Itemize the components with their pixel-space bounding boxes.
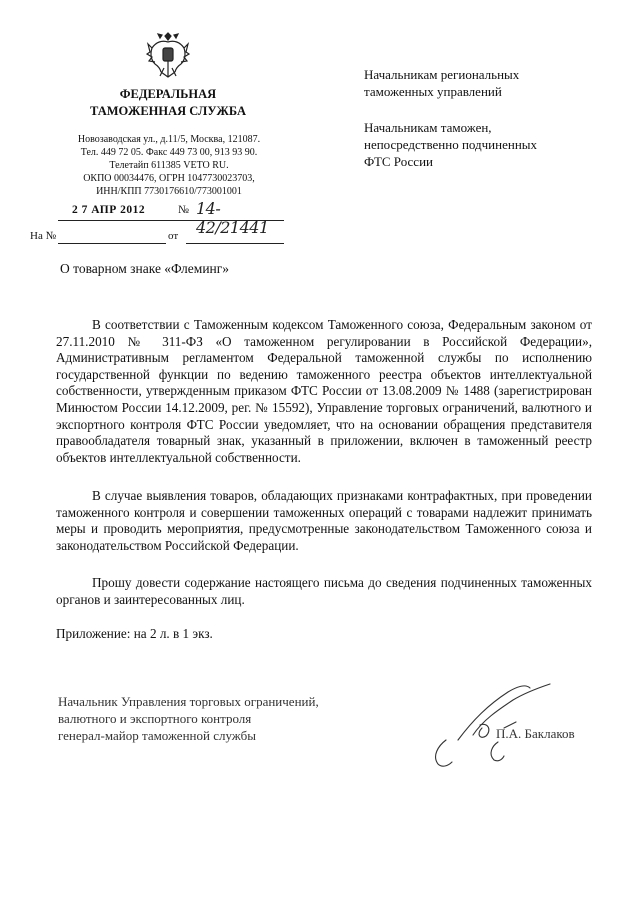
body-paragraph-1 bbox=[56, 317, 592, 466]
signatory-title bbox=[58, 693, 319, 744]
registration-number: 14-42/21441 bbox=[196, 199, 269, 237]
recipient-line5: ФТС России bbox=[364, 154, 433, 169]
signatory-title-line1: Начальник Управления торговых ограничений, bbox=[58, 694, 319, 709]
recipient-line4: непосредственно подчиненных bbox=[364, 137, 538, 152]
reference-number-line bbox=[58, 243, 166, 244]
body-paragraph-2-text: В случае выявления товаров, обладающих признаками контрафактных, при проведении таможенного контроля и совершении таможенных операций с товарами надлежит принимать меры и проводить мероприятия, предусмотренные законодательством Таможенного союза и законодательством Российской Федерации. bbox=[56, 488, 592, 553]
reference-number-label: На № bbox=[30, 230, 57, 242]
registration-underline bbox=[58, 220, 284, 221]
body-paragraph-3 bbox=[56, 575, 592, 608]
double-headed-eagle-icon bbox=[146, 30, 190, 80]
reference-date-line bbox=[186, 243, 284, 244]
org-name-line1: ФЕДЕРАЛЬНАЯ bbox=[119, 87, 217, 101]
sender-inn-kpp: ИНН/КПП 7730176610/773001001 bbox=[96, 186, 242, 197]
body-paragraph-3-text: Прошу довести содержание настоящего письма до сведения подчиненных таможенных органов и заинтересованных лиц. bbox=[56, 575, 592, 607]
signatory-name: П.А. Баклаков bbox=[496, 726, 575, 741]
body-paragraph-1-text: В соответствии с Таможенным кодексом Таможенного союза, Федеральным законом от 27.11.2010 № 311-ФЗ «О таможенном регулировании в Российской Федерации», Административным регламентом Федеральной таможенной службы по исполнению государственной функции по ведению таможенного реестра объектов интеллектуальной собственности, утвержденным приказом ФТС России от 13.08.2009 № 1488 (зарегистрирован Минюстом России 14.12.2009, рег. № 15592), Управление торговых ограничений, валютного и экспортного контроля ФТС России уведомляет, что на основании обращения представителя правообладателя товарный знак, указанный в приложении, включен в таможенный реестр объектов интеллектуальной собственности. bbox=[56, 317, 592, 465]
signatory-title-line3: генерал-майор таможенной службы bbox=[58, 728, 256, 743]
body-paragraph-2 bbox=[56, 488, 592, 554]
org-name-line2: ТАМОЖЕННАЯ СЛУЖБА bbox=[90, 104, 246, 118]
registration-date: 2 7 АПР 2012 bbox=[72, 204, 146, 216]
sender-phones: Тел. 449 72 05. Факс 449 73 00, 913 93 90. bbox=[80, 147, 258, 158]
reference-from-label: от bbox=[168, 230, 179, 242]
sender-teletype: Телетайп 611385 VETO RU. bbox=[109, 160, 229, 171]
recipient-line3: Начальникам таможен, bbox=[364, 120, 492, 135]
recipient-line2: таможенных управлений bbox=[364, 84, 502, 99]
reference-row bbox=[30, 230, 284, 246]
sender-okpo-ogrn: ОКПО 00034476, ОГРН 1047730023703, bbox=[83, 173, 255, 184]
letter-subject: О товарном знаке «Флеминг» bbox=[60, 261, 230, 276]
recipient-line1: Начальникам региональных bbox=[364, 67, 520, 82]
signatory-title-line2: валютного и экспортного контроля bbox=[58, 711, 252, 726]
attachment-note: Приложение: на 2 л. в 1 экз. bbox=[56, 626, 213, 641]
registration-number-label: № bbox=[178, 204, 189, 216]
sender-address: Новозаводская ул., д.11/5, Москва, 121087. bbox=[77, 134, 261, 145]
